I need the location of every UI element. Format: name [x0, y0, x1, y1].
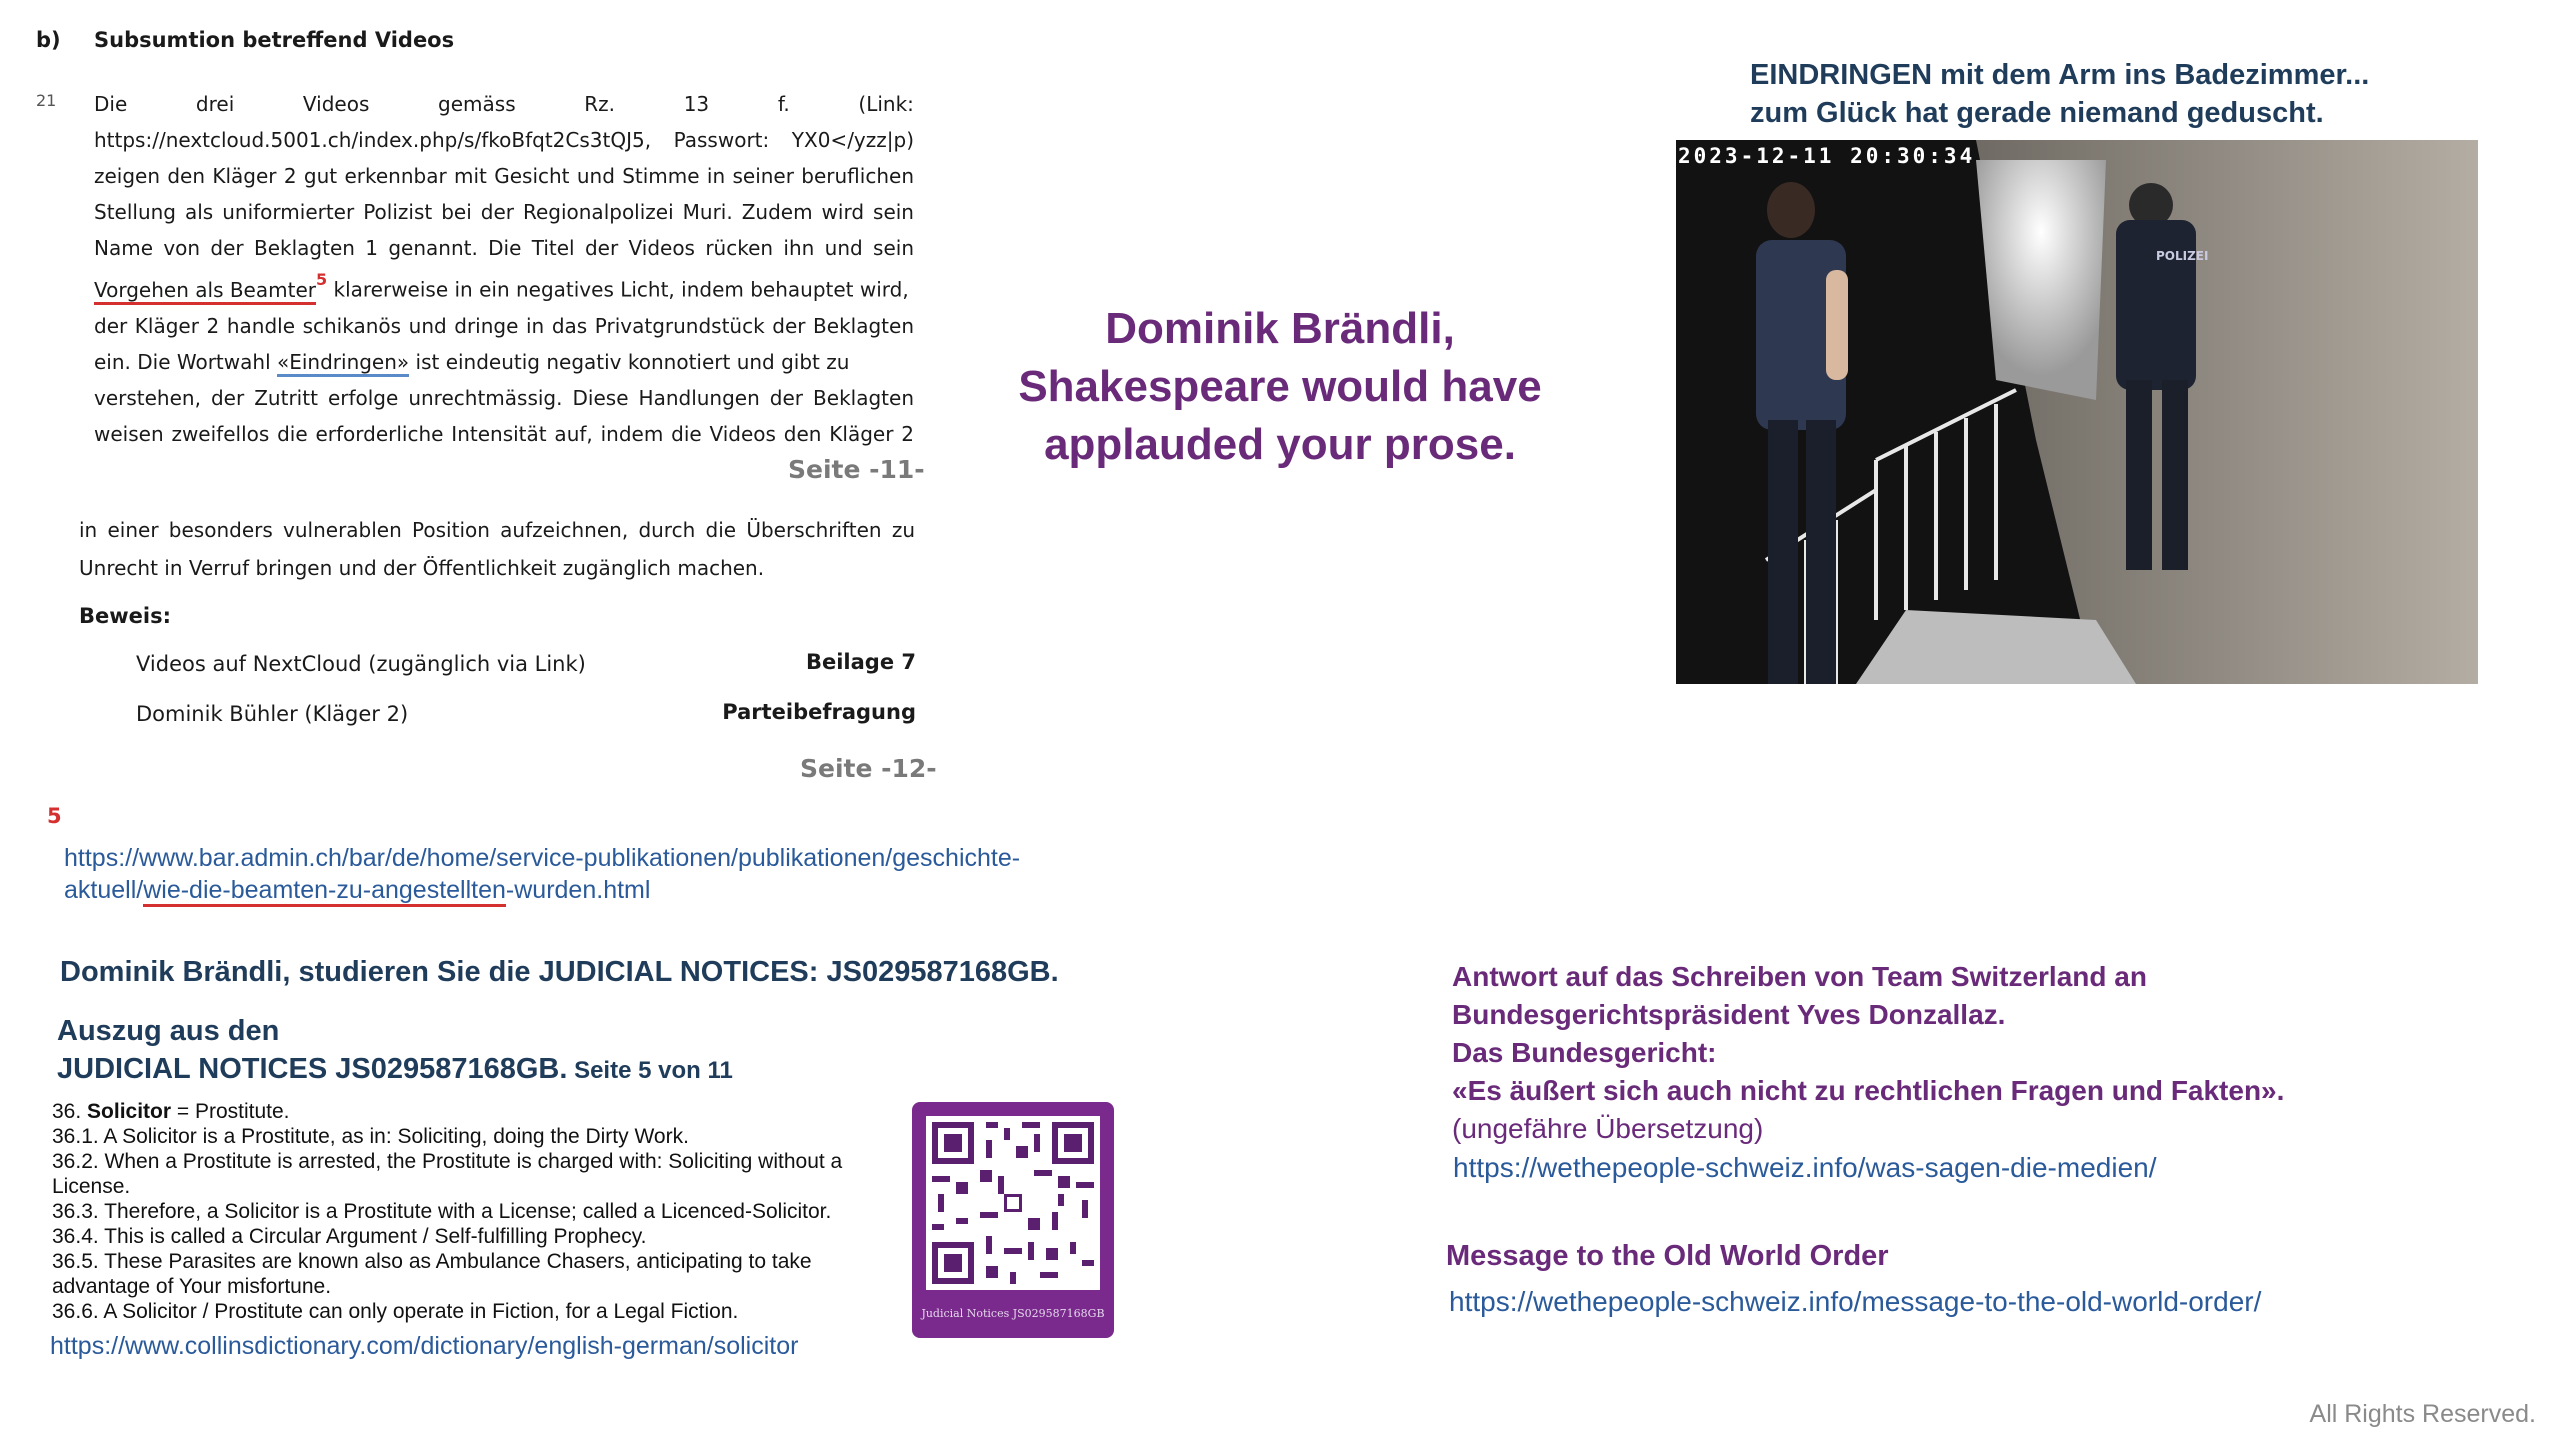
video-caption	[1750, 56, 2369, 132]
dictionary-link[interactable]: https://www.collinsdictionary.com/dictionary/english-german/solicitor	[50, 1332, 799, 1360]
section-marker: b)	[36, 28, 61, 52]
badge-text: POLIZEI	[2156, 249, 2209, 263]
footnote-link-line-1[interactable]: https://www.bar.admin.ch/bar/de/home/service-publikationen/publikationen/geschichte-	[64, 844, 1021, 872]
page-number: Seite -12-	[800, 754, 937, 783]
section-title: Subsumtion betreffend Videos	[94, 28, 455, 52]
qr-code-card[interactable]	[912, 1102, 1114, 1338]
word: Rz.	[584, 92, 616, 116]
doc-line-6	[94, 266, 914, 308]
footnote-link-line-2[interactable]	[64, 874, 1020, 906]
evidence-label: Videos auf NextCloud (zugänglich via Link)	[136, 652, 586, 676]
evidence-ref: Beilage 7	[805, 650, 916, 674]
word: f.	[777, 92, 790, 116]
item-text: = Prostitute.	[171, 1100, 290, 1123]
evidence-ref: Parteibefragung	[722, 700, 916, 724]
word: 13	[683, 92, 710, 116]
page-number: Seite -11-	[788, 455, 925, 484]
surveillance-video-frame[interactable]	[1676, 140, 2478, 684]
excerpt-title	[57, 1012, 733, 1090]
evidence-heading: Beweis:	[79, 604, 171, 628]
underlined-phrase: Vorgehen als Beamter	[94, 278, 316, 305]
link-text-underlined[interactable]: wie-die-beamten-zu-angestellten	[143, 876, 506, 907]
caption-line: EINDRINGEN mit dem Arm ins Badezimmer...	[1750, 59, 2370, 91]
doc-line-1	[94, 86, 914, 122]
center-quote	[960, 300, 1600, 474]
link-text[interactable]: aktuell/	[64, 876, 144, 904]
doc-line-4: Stellung als uniformierter Polizist bei der Regionalpolizei Muri. Zudem wird sein	[94, 200, 914, 224]
doc-line-8	[94, 344, 914, 380]
paragraph-number: 21	[36, 91, 57, 110]
order-link[interactable]: https://wethepeople-schweiz.info/message-to-the-old-world-order/	[1449, 1286, 2262, 1317]
doc-line-2: https://nextcloud.5001.ch/index.php/s/fkoBfqt2Cs3tQJ5, Passwort: YX0</yzz|p)	[94, 128, 914, 152]
word: drei	[195, 92, 235, 116]
doc-line-9: verstehen, der Zutritt erfolge unrechtmässig. Diese Handlungen der Beklagten	[94, 385, 914, 410]
door-light	[1976, 160, 2106, 400]
excerpt-code: JUDICIAL NOTICES JS029587168GB.	[57, 1053, 568, 1085]
document-paragraph	[94, 86, 914, 452]
footnote-marker: 5	[315, 270, 328, 289]
word: (Link:	[858, 92, 914, 116]
evidence-label: Dominik Bühler (Kläger 2)	[136, 702, 409, 726]
quote-line: Shakespeare would have	[1018, 362, 1542, 411]
doc-line-11: in einer besonders vulnerablen Position aufzeichnen, durch die Überschriften zu	[79, 518, 915, 542]
answer-block	[1452, 958, 2284, 1148]
doc-line-text: ist eindeutig negativ konnotiert und gibt zu	[409, 349, 850, 374]
excerpt-line	[57, 1050, 733, 1090]
doc-line-3: zeigen den Kläger 2 gut erkennbar mit Gesicht und Stimme in seiner beruflichen	[94, 164, 914, 188]
answer-line: Das Bundesgericht:	[1452, 1037, 1717, 1068]
list-item: 36.4. This is called a Circular Argument / Self-fulfilling Prophecy.	[52, 1225, 647, 1248]
video-scene	[1676, 140, 2478, 684]
footnote-link[interactable]	[64, 842, 1020, 906]
qr-caption: Judicial Notices JS029587168GB	[921, 1307, 1105, 1320]
list-item: 36.6. A Solicitor / Prostitute can only operate in Fiction, for a Legal Fiction.	[52, 1300, 739, 1323]
answer-line: (ungefähre Übersetzung)	[1452, 1113, 1764, 1144]
doc-line-12: Unrecht in Verruf bringen und der Öffentlichkeit zugänglich machen.	[79, 556, 765, 580]
list-item: 36.1. A Solicitor is a Prostitute, as in: Soliciting, doing the Dirty Work.	[52, 1125, 689, 1148]
answer-line: «Es äußert sich auch nicht zu rechtlichen Fragen und Fakten».	[1452, 1075, 2285, 1106]
qr-code-icon	[926, 1116, 1100, 1290]
word: Die	[94, 92, 128, 116]
list-item: 36.5. These Parasites are known also as Ambulance Chasers, anticipating to take advantage of Your misfortune.	[52, 1250, 812, 1298]
doc-line-10: weisen zweifellos die erforderliche Intensität auf, indem die Videos den Kläger 2	[94, 421, 914, 446]
notices-heading: Dominik Brändli, studieren Sie die JUDICIAL NOTICES: JS029587168GB.	[60, 956, 1059, 988]
excerpt-line: Auszug aus den	[57, 1015, 280, 1047]
item-term: Solicitor	[87, 1100, 172, 1123]
doc-line-text: ein. Die Wortwahl	[94, 349, 277, 374]
video-timestamp: 2023-12-11 20:30:34	[1678, 144, 1976, 168]
footnote-number: 5	[47, 804, 62, 828]
doc-line-7: der Kläger 2 handle schikanös und dringe in das Privatgrundstück der Beklagten	[94, 313, 914, 338]
word: Videos	[302, 92, 370, 116]
underlined-word: «Eindringen»	[277, 350, 409, 377]
caption-line: zum Glück hat gerade niemand geduscht.	[1750, 97, 2324, 129]
doc-line-5: Name von der Beklagten 1 genannt. Die Titel der Videos rücken ihn und sein	[94, 236, 914, 260]
quote-line: Dominik Brändli,	[1105, 304, 1455, 353]
copyright-notice: All Rights Reserved.	[2309, 1400, 2536, 1428]
list-item: 36.3. Therefore, a Solicitor is a Prostitute with a License; called a Licenced-Solicitor.	[52, 1200, 832, 1223]
word: gemäss	[438, 92, 516, 116]
quote-line: applauded your prose.	[1044, 420, 1516, 469]
qr-code	[926, 1116, 1100, 1290]
answer-line: Antwort auf das Schreiben von Team Switzerland an	[1452, 961, 2147, 992]
list-item: 36.2. When a Prostitute is arrested, the Prostitute is charged with: Soliciting without a License.	[52, 1150, 843, 1198]
doc-line-text: klarerweise in ein negatives Licht, indem behauptet wird,	[327, 277, 909, 302]
excerpt-page: Seite 5 von 11	[567, 1057, 733, 1084]
answer-line: Bundesgerichtspräsident Yves Donzallaz.	[1452, 999, 2006, 1030]
document-continuation	[79, 511, 915, 587]
link-text[interactable]: -wurden.html	[505, 876, 651, 904]
list-item	[52, 1099, 892, 1124]
media-link[interactable]: https://wethepeople-schweiz.info/was-sagen-die-medien/	[1453, 1152, 2157, 1183]
item-number: 36.	[52, 1100, 88, 1123]
notices-list	[52, 1099, 892, 1324]
order-heading: Message to the Old World Order	[1446, 1240, 1889, 1272]
